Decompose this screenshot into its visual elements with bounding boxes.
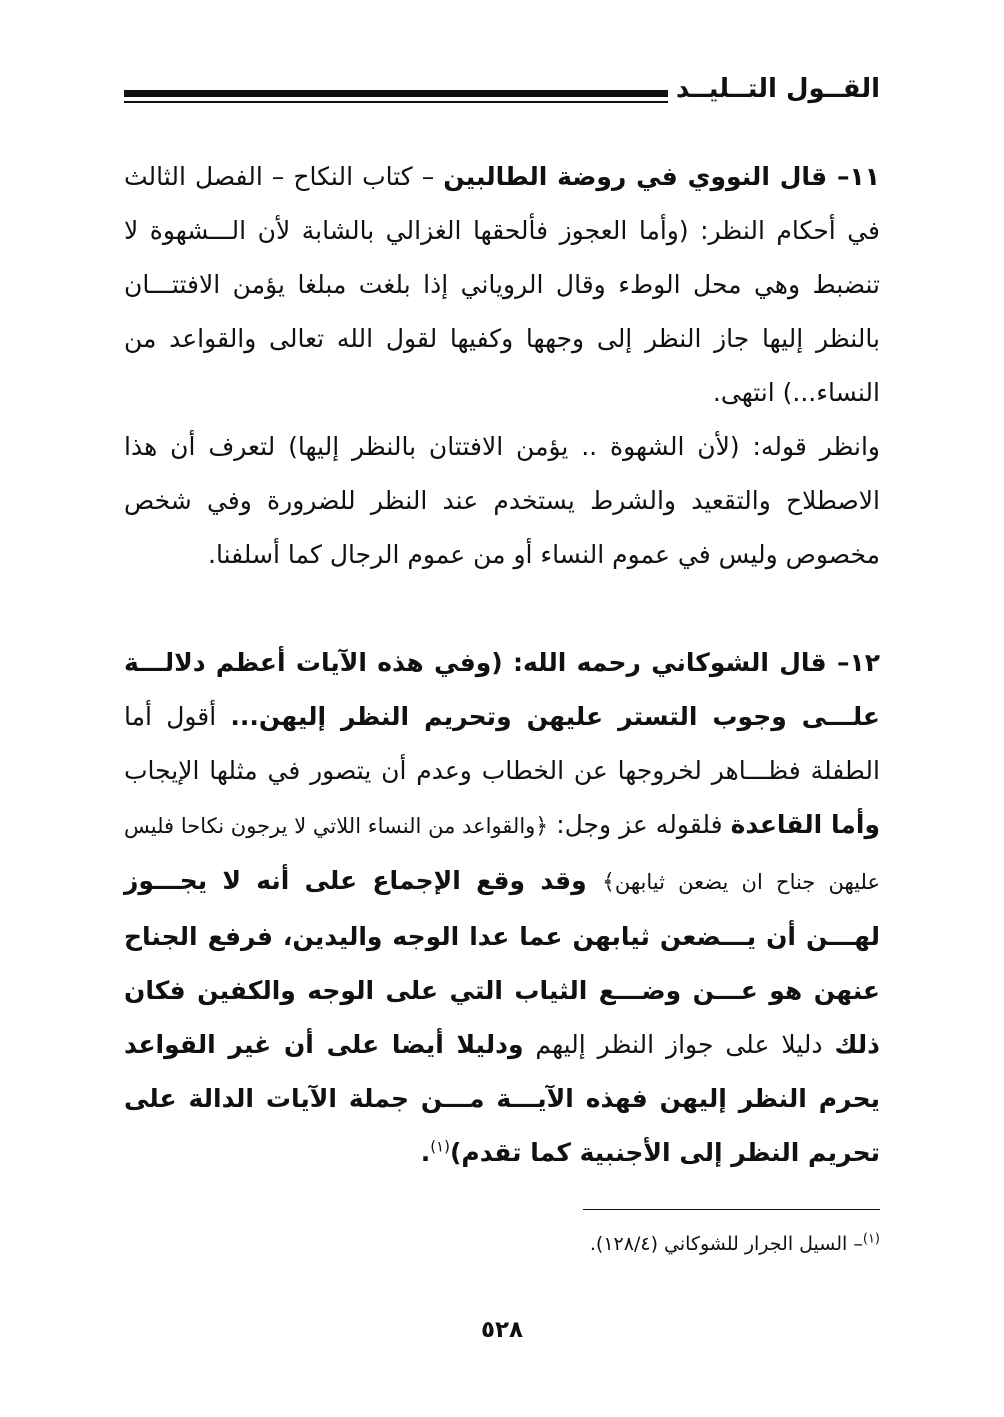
footnote-separator — [583, 1209, 880, 1210]
paragraph-12 — [124, 636, 880, 1180]
body-text — [124, 150, 880, 1180]
paragraph-12-text-3: دليلا على جواز النظر إليهم — [523, 1030, 835, 1059]
verse-close-bracket: ﴾ — [601, 870, 615, 895]
header-rule-thin — [124, 101, 668, 103]
quran-verse: والقواعد من النساء اللاتي لا يرجون نكاحا فليس عليهن جناح ان يضعن ثيابهن — [124, 814, 880, 894]
header-rule-thick — [124, 90, 668, 97]
running-title: القــول التــليــد — [675, 74, 880, 104]
paragraph-12-text-1: أقول أما الطفلة فظـــاهر لخروجها عن الخطاب وعدم أن يتصور في مثلها الإيجاب — [124, 702, 880, 785]
footnote-reference: (١) — [430, 1137, 450, 1156]
footnote-text: – السيل الجرار للشوكاني (١٢٨/٤). — [589, 1233, 863, 1255]
paragraph-11-text: – كتاب النكاح – الفصل الثالث في أحكام النظر: (وأما العجوز فألحقها الغزالي بالشابة لأن الـــشهوة لا تنضبط وهي محل الوطء وقال الروياني إذا بلغت مبلغا يؤمن الافتتـــان بالنظر إليها جاز النظر إلى وجهها وكفيها لقول الله تعالى والقواعد من النساء...) انتهى. — [124, 162, 880, 407]
paragraph-12-text-2: فلقوله عز وجل: — [548, 810, 731, 839]
paragraph-11 — [124, 150, 880, 420]
footnote — [124, 1233, 880, 1255]
paragraph-12-lead: ١٢– قال الشوكاني رحمه الله: (وفي هذه الآيات أعظم دلالـــة علـــى وجوب التستر عليهن وتحريم النظر إليهن... — [124, 648, 880, 731]
paragraph-11-lead: ١١– قال النووي في روضة الطالبين — [443, 162, 880, 191]
paragraph-note: وانظر قوله: (لأن الشهوة .. يؤمن الافتتان بالنظر إليها) لتعرف أن هذا الاصطلاح والتقعيد والشرط يستخدم عند النظر للضرورة وفي شخص مخصوص وليس في عموم النساء أو من عموم الرجال كما أسلفنا. — [124, 432, 880, 569]
running-header — [124, 70, 880, 114]
paragraph-12-bold-3: وقد وقع الإجماع على أنه لا يجـــوز لهـــن أن يـــضعن ثيابهن عما عدا الوجه واليدين، فرفع الجناح عنهن هو عـــن وضـــع الثياب التي على الوجه والكفين فكان ذلك — [124, 866, 880, 1059]
verse-open-bracket: ﴿ — [535, 814, 549, 839]
paragraph-12-end: . — [420, 1138, 431, 1167]
footnote-mark: (١) — [862, 1231, 880, 1247]
paragraph-12-bold-2: وأما القاعدة — [730, 810, 880, 839]
paragraph-12-bold-4: ودليلا أيضا على أن غير القواعد يحرم النظر إليهن فهذه الآيـــة مـــن جملة الآيات الدالة على تحريم النظر إلى الأجنبية كما تقدم) — [124, 1030, 880, 1167]
page-number: ٥٢٨ — [480, 1317, 524, 1343]
